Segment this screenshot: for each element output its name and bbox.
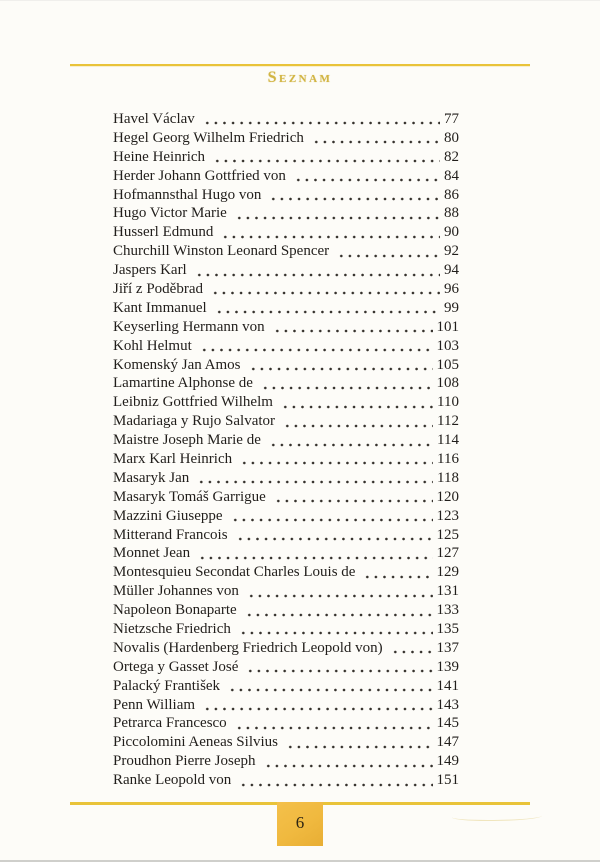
dot-leader bbox=[215, 299, 440, 318]
header-rule bbox=[70, 64, 530, 66]
toc-entry-name: Petrarca Francesco bbox=[113, 715, 227, 732]
toc-entry-page: 141 bbox=[436, 677, 459, 694]
toc-entry bbox=[113, 677, 459, 696]
toc-entry-name: Komenský Jan Amos bbox=[113, 356, 241, 373]
toc-entry-name: Heine Heinrich bbox=[113, 148, 206, 165]
toc-entry-page: 135 bbox=[436, 621, 459, 638]
toc-entry-name: Montesquieu Secondat Charles Louis de bbox=[113, 564, 356, 581]
toc-entry-name: Lamartine Alphonse de bbox=[113, 375, 253, 392]
toc-entry-name: Kant Immanuel bbox=[113, 299, 207, 316]
toc-list bbox=[113, 110, 459, 790]
toc-entry-name: Leibniz Gottfried Wilhelm bbox=[113, 394, 273, 411]
dot-leader bbox=[337, 242, 440, 261]
toc-entry-name: Churchill Winston Leonard Spencer bbox=[113, 243, 330, 260]
toc-entry-name: Nietzsche Friedrich bbox=[113, 621, 231, 638]
toc-entry-page: 94 bbox=[444, 262, 459, 279]
toc-entry bbox=[113, 639, 459, 658]
dot-leader bbox=[203, 110, 440, 129]
dot-leader bbox=[235, 204, 440, 223]
toc-entry bbox=[113, 582, 459, 601]
toc-entry-page: 149 bbox=[436, 753, 459, 770]
toc-entry bbox=[113, 658, 459, 677]
dot-leader bbox=[261, 374, 433, 393]
toc-entry bbox=[113, 356, 459, 375]
toc-entry-page: 133 bbox=[436, 602, 459, 619]
toc-entry bbox=[113, 261, 459, 280]
toc-entry-page: 129 bbox=[436, 564, 459, 581]
dot-leader bbox=[221, 223, 440, 242]
toc-entry bbox=[113, 733, 459, 752]
toc-entry-page: 120 bbox=[436, 488, 459, 505]
dot-leader bbox=[240, 450, 433, 469]
toc-entry-name: Monnet Jean bbox=[113, 545, 191, 562]
toc-entry-name: Masaryk Jan bbox=[113, 469, 190, 486]
toc-entry bbox=[113, 393, 459, 412]
toc-entry-page: 127 bbox=[436, 545, 459, 562]
dot-leader bbox=[198, 544, 432, 563]
toc-entry-page: 77 bbox=[444, 110, 459, 127]
toc-entry bbox=[113, 412, 459, 431]
dot-leader bbox=[239, 620, 433, 639]
dot-leader bbox=[203, 696, 432, 715]
toc-entry-name: Hugo Victor Marie bbox=[113, 205, 227, 222]
toc-entry-page: 116 bbox=[437, 451, 459, 468]
toc-entry-page: 84 bbox=[444, 167, 459, 184]
toc-entry-name: Jaspers Karl bbox=[113, 262, 187, 279]
toc-entry-name: Madariaga y Rujo Salvator bbox=[113, 413, 276, 430]
toc-entry bbox=[113, 696, 459, 715]
toc-entry-page: 143 bbox=[436, 696, 459, 713]
toc-entry bbox=[113, 526, 459, 545]
dot-leader bbox=[245, 601, 433, 620]
toc-entry bbox=[113, 374, 459, 393]
toc-entry bbox=[113, 488, 459, 507]
toc-entry-page: 90 bbox=[444, 224, 459, 241]
dot-leader bbox=[281, 393, 433, 412]
toc-entry-page: 103 bbox=[436, 337, 459, 354]
toc-entry-page: 137 bbox=[436, 639, 459, 656]
toc-entry bbox=[113, 752, 459, 771]
toc-entry bbox=[113, 601, 459, 620]
toc-entry bbox=[113, 299, 459, 318]
toc-entry bbox=[113, 450, 459, 469]
scan-edge-top bbox=[0, 0, 600, 1]
dot-leader bbox=[211, 280, 440, 299]
toc-entry-name: Ranke Leopold von bbox=[113, 772, 232, 789]
dot-leader bbox=[228, 677, 432, 696]
toc-entry bbox=[113, 110, 459, 129]
toc-entry-name: Mitterand Francois bbox=[113, 526, 228, 543]
dot-leader bbox=[363, 563, 432, 582]
toc-entry-page: 118 bbox=[437, 469, 459, 486]
toc-entry-page: 105 bbox=[436, 356, 459, 373]
dot-leader bbox=[286, 733, 433, 752]
toc-entry-page: 80 bbox=[444, 129, 459, 146]
toc-entry bbox=[113, 507, 459, 526]
dot-leader bbox=[235, 715, 433, 734]
toc-entry-page: 99 bbox=[444, 299, 459, 316]
dot-leader bbox=[273, 318, 433, 337]
toc-entry-page: 123 bbox=[436, 507, 459, 524]
toc-entry bbox=[113, 242, 459, 261]
toc-entry bbox=[113, 544, 459, 563]
toc-entry bbox=[113, 148, 459, 167]
scan-artifact bbox=[452, 812, 542, 821]
toc-entry-page: 96 bbox=[444, 281, 459, 297]
toc-entry bbox=[113, 469, 459, 488]
toc-entry-page: 112 bbox=[437, 413, 459, 430]
toc-entry-name: Kohl Helmut bbox=[113, 337, 192, 354]
toc-entry-name: Penn William bbox=[113, 696, 196, 713]
toc-entry-page: 92 bbox=[444, 243, 459, 260]
toc-entry-name: Husserl Edmund bbox=[113, 224, 214, 241]
dot-leader bbox=[246, 658, 432, 677]
toc-entry bbox=[113, 280, 459, 299]
toc-entry-name: Hegel Georg Wilhelm Friedrich bbox=[113, 129, 304, 146]
toc-entry-name: Mazzini Giuseppe bbox=[113, 507, 223, 524]
toc-entry-page: 145 bbox=[436, 715, 459, 732]
toc-entry-name: Jiří z Poděbrad bbox=[113, 281, 203, 297]
toc-entry bbox=[113, 318, 459, 337]
toc-entry-page: 82 bbox=[444, 148, 459, 165]
toc-entry bbox=[113, 337, 459, 356]
toc-entry-page: 114 bbox=[437, 432, 459, 449]
toc-entry-name: Ortega y Gasset José bbox=[113, 658, 239, 675]
toc-entry bbox=[113, 771, 459, 790]
toc-entry bbox=[113, 167, 459, 186]
dot-leader bbox=[213, 148, 440, 167]
toc-entry-page: 101 bbox=[436, 318, 459, 335]
toc-entry-name: Proudhon Pierre Joseph bbox=[113, 753, 256, 770]
page-number: 6 bbox=[295, 812, 305, 832]
dot-leader bbox=[239, 771, 432, 790]
toc-entry-name: Marx Karl Heinrich bbox=[113, 451, 233, 468]
dot-leader bbox=[247, 582, 433, 601]
toc-entry bbox=[113, 431, 459, 450]
dot-leader bbox=[195, 261, 440, 280]
dot-leader bbox=[391, 639, 433, 658]
toc-entry-name: Napoleon Bonaparte bbox=[113, 602, 237, 619]
toc-entry bbox=[113, 186, 459, 205]
dot-leader bbox=[264, 752, 433, 771]
toc-entry bbox=[113, 715, 459, 734]
toc-entry-page: 147 bbox=[436, 734, 459, 751]
toc-entry-page: 139 bbox=[436, 658, 459, 675]
toc-entry-page: 86 bbox=[444, 186, 459, 203]
toc-entry-name: Palacký František bbox=[113, 677, 221, 694]
dot-leader bbox=[231, 507, 433, 526]
dot-leader bbox=[200, 337, 433, 356]
toc-entry-name: Hofmannsthal Hugo von bbox=[113, 186, 262, 203]
toc-entry-name: Müller Johannes von bbox=[113, 583, 239, 600]
page-number-box bbox=[277, 802, 323, 846]
toc-entry-page: 110 bbox=[437, 394, 459, 411]
dot-leader bbox=[294, 167, 440, 186]
dot-leader bbox=[197, 469, 433, 488]
toc-entry-page: 88 bbox=[444, 205, 459, 222]
toc-entry-page: 131 bbox=[436, 583, 459, 600]
toc-entry-page: 108 bbox=[436, 375, 459, 392]
dot-leader bbox=[283, 412, 433, 431]
toc-entry-name: Keyserling Hermann von bbox=[113, 318, 265, 335]
dot-leader bbox=[269, 431, 433, 450]
dot-leader bbox=[269, 186, 440, 205]
toc-entry-name: Havel Václav bbox=[113, 110, 195, 127]
toc-entry-name: Novalis (Hardenberg Friedrich Leopold von) bbox=[113, 639, 383, 656]
toc-entry-name: Herder Johann Gottfried von bbox=[113, 167, 286, 184]
toc-entry bbox=[113, 204, 459, 223]
dot-leader bbox=[249, 356, 433, 375]
dot-leader bbox=[236, 526, 433, 545]
dot-leader bbox=[274, 488, 433, 507]
toc-entry bbox=[113, 563, 459, 582]
dot-leader bbox=[312, 129, 440, 148]
toc-entry-page: 125 bbox=[436, 526, 459, 543]
toc-entry-page: 151 bbox=[436, 772, 459, 789]
toc-entry-name: Masaryk Tomáš Garrigue bbox=[113, 488, 266, 505]
toc-entry-name: Piccolomini Aeneas Silvius bbox=[113, 734, 278, 751]
toc-entry-name: Maistre Joseph Marie de bbox=[113, 432, 261, 449]
toc-entry bbox=[113, 223, 459, 242]
toc-entry bbox=[113, 129, 459, 148]
page-title: Seznam bbox=[267, 69, 333, 86]
toc-entry bbox=[113, 620, 459, 639]
